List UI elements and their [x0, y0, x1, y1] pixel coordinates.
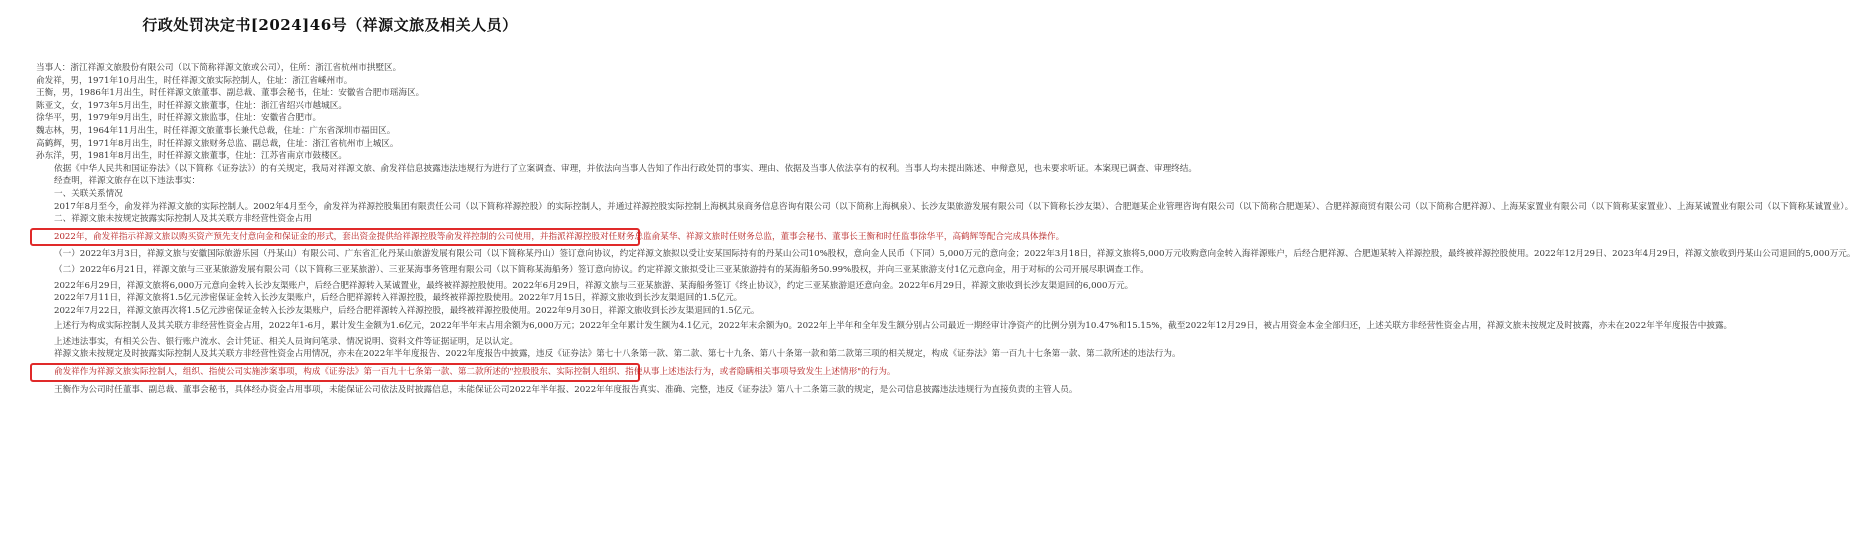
party-line: 陈亚文，女，1973年5月出生，时任祥源文旅董事，住址：浙江省绍兴市越城区。: [36, 100, 347, 111]
relationship-paragraph: 2017年8月至今，俞发祥为祥源文旅的实际控制人。2002年4月至今，俞发祥为祥源控股集团有限责任公司（以下简称祥源控股）的实际控制人，并通过祥源控股实际控制上海枫其泉商务信息咨询有限公司（以下简称上海枫泉）、长沙友渠旅游发展有限公司（以下简称长沙友渠）、合肥迦某企业管理咨询有限公司（以下简称合肥迦某）、合肥祥源商贸有限公司（以下简称合肥祥源）、上海某家置业有限公司（以下简称某家置业）、上海某诚置业有限公司（以下简称某诚置业）。: [54, 201, 1854, 212]
fact-paragraph: （二）2022年6月21日，祥源文旅与三亚某旅游发展有限公司（以下简称三亚某旅游）、三亚某海事务管理有限公司（以下简称某海船务）签订意向协议。约定祥源文旅拟受让三亚某旅游持有的某海船务50.99%股权，并向三亚某旅游支付1亿元意向金，用于对标的公司开展尽职调查工作。: [54, 264, 1149, 275]
responsibility-paragraph: 王衡作为公司时任董事、副总裁、董事会秘书，具体经办资金占用事项，未能保证公司依法及时披露信息，未能保证公司2022年半年报、2022年年度报告真实、准确、完整，违反《证券法》第八十二条第三款的规定，是公司信息披露违法违规行为直接负责的主管人员。: [54, 384, 1078, 395]
section-heading: 一、关联关系情况: [54, 188, 123, 199]
highlighted-paragraph: 2022年，俞发祥指示祥源文旅以购买资产预先支付意向金和保证金的形式，套出资金提供给祥源控股等俞发祥控制的公司使用，并指派祥源控股对任财务总监俞某华、祥源文旅时任财务总监，董事会秘书、董事长王衡和时任监事徐华平，高鹤辉等配合完成具体操作。: [54, 231, 1065, 242]
highlight-box: [30, 363, 896, 382]
party-line: 当事人：浙江祥源文旅股份有限公司（以下简称祥源文旅或公司），住所：浙江省杭州市拱墅区。: [36, 63, 402, 73]
party-line: 徐华平，男，1979年9月出生，时任祥源文旅监事，住址：安徽省合肥市。: [36, 113, 322, 124]
legal-basis-paragraph: 依据《中华人民共和国证券法》（以下简称《证券法》）的有关规定，我局对祥源文旅、俞发祥信息披露违法违规行为进行了立案调查、审理，并依法向当事人告知了作出行政处罚的事实、理由、依据及当事人依法享有的权利。当事人均未提出陈述、申辩意见，也未要求听证。本案现已调查、审理终结。: [54, 163, 1197, 174]
violation-paragraph: 祥源文旅未按规定及时披露实际控制人及其关联方非经营性资金占用情况，亦未在2022年半年度报告、2022年度报告中披露，违反《证券法》第七十八条第一款、第二款、第七十九条、第八十条第一款和第二款第三项的相关规定，构成《证券法》第一百九十七条第一款、第二款所述的违法行为。: [54, 349, 1181, 360]
findings-intro: 经查明，祥源文旅存在以下违法事实：: [54, 176, 201, 187]
party-line: 魏志林，男，1964年11月出生，时任祥源文旅董事长兼代总裁，住址：广东省深圳市福田区。: [36, 125, 396, 136]
party-line: 王衡，男，1986年1月出生，时任祥源文旅董事、副总裁、董事会秘书，住址：安徽省合肥市瑶海区。: [36, 88, 425, 99]
party-line: 俞发祥，男，1971年10月出生，时任祥源文旅实际控制人，住址：浙江省嵊州市。: [36, 75, 353, 86]
highlight-box: [30, 228, 1065, 247]
fact-paragraph: 2022年7月22日，祥源文旅再次将1.5亿元涉密保证金转入长沙友渠账户，后经合肥祥源转入祥源控股，最终被祥源控股使用。2022年9月30日，祥源文旅收到长沙友渠退回的1.5亿元。: [54, 305, 760, 316]
fact-paragraph: 2022年7月11日，祥源文旅将1.5亿元涉密保证金转入长沙友渠账户，后经合肥祥源转入祥源控股，最终被祥源控股使用。2022年7月15日，祥源文旅收到长沙友渠退回的1.5亿元。: [54, 293, 743, 304]
party-line: 高鹤辉，男，1971年8月出生，时任祥源文旅财务总监、副总裁，住址：浙江省杭州市上城区。: [36, 138, 399, 149]
section-heading: 二、祥源文旅未按规定披露实际控制人及其关联方非经营性资金占用: [54, 214, 312, 225]
fact-paragraph: 2022年6月29日，祥源文旅将6,000万元意向金转入长沙友渠账户，后经合肥祥源转入某诚置业，最终被祥源控股使用。2022年6月29日，祥源文旅与三亚某旅游、某海船务签订《终止协议》，约定三亚某旅游退还意向金。2022年6月29日，祥源文旅收到长沙友渠退回的6,000万元。: [54, 280, 1134, 291]
fact-paragraph: （一）2022年3月3日，祥源文旅与安徽国际旅游乐园（丹某山）有限公司、广东省汇化丹某山旅游发展有限公司（以下简称某丹山）签订意向协议，约定祥源文旅拟以受让安某国际持有的丹某山公司10%股权，意向金人民币（下同）5,000万元的意向金；2022年3月18日，祥源文旅将5,000万元收购意向金转入海祥源账户，后经合肥祥源、合肥迦某转入祥源控股，最终被祥源控股使用。2022年12月29日、2023年4月29日，祥源文旅收到丹某山公司退回的5,000万元。: [54, 249, 1855, 260]
highlighted-paragraph: 俞发祥作为祥源文旅实际控制人，组织、指使公司实施涉案事项，构成《证券法》第一百九十七条第一款、第二款所述的"控股股东、实际控制人组织、指使从事上述违法行为，或者隐瞒相关事项导致发生上述情形"的行为。: [54, 367, 896, 378]
document-body: [36, 62, 1855, 396]
fact-paragraph: 上述行为构成实际控制人及其关联方非经营性资金占用，2022年1-6月，累计发生金额为1.6亿元，2022年半年末占用余额为6,000万元；2022年全年累计发生额为4.1亿元，2022年末余额为0。2022年上半年和全年发生额分别占公司最近一期经审计净资产的比例分别为10.47%和15.15%，截至2022年12月29日，被占用资金本金全部归还，上述关联方非经营性资金占用，祥源文旅未按规定及时披露，亦未在2022年半年度报告中披露。: [54, 321, 1733, 332]
party-line: 孙东洋，男，1981年8月出生，时任祥源文旅董事，住址：江苏省南京市鼓楼区。: [36, 151, 347, 162]
document-title: 行政处罚决定书[2024]46号（祥源文旅及相关人员）: [142, 16, 518, 34]
evidence-paragraph: 上述违法事实，有相关公告、银行账户流水、会计凭证、相关人员询问笔录、情况说明、资料文件等证据证明，足以认定。: [54, 336, 519, 347]
